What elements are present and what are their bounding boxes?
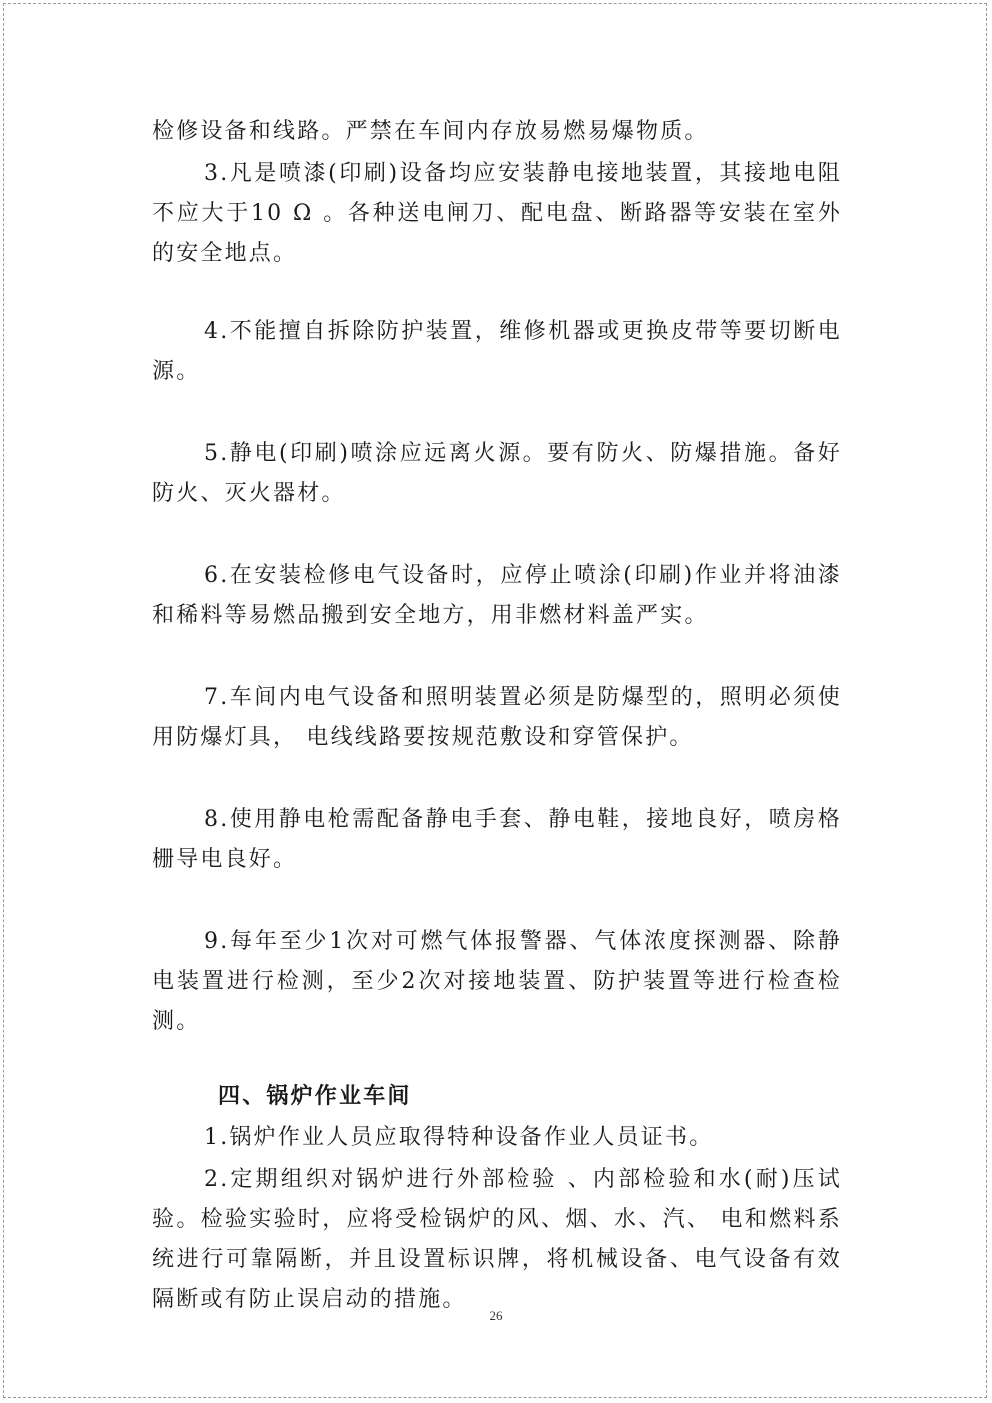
section-item-2: 2.定期组织对锅炉进行外部检验 、内部检验和水(耐)压试验。检验实验时，应将受检锅炉的风、烟、水、汽、 电和燃料系统进行可靠隔断，并且设置标识牌，将机械设备、电气设备有效隔断或有防止误启动的措施。 <box>152 1167 842 1312</box>
paragraph-item-6: 6.在安装检修电气设备时，应停止喷涂(印刷)作业并将油漆和稀料等易燃品搬到安全地方，用非燃材料盖严实。 <box>152 563 842 628</box>
paragraph-item-5: 5.静电(印刷)喷涂应远离火源。要有防火、防爆措施。备好防火、灭火器材。 <box>152 441 842 506</box>
section-heading: 四、锅炉作业车间 <box>218 1083 412 1109</box>
paragraph-item-4: 4.不能擅自拆除防护装置，维修机器或更换皮带等要切断电源。 <box>152 319 842 384</box>
page-number: 26 <box>489 1308 503 1323</box>
paragraph-item-8: 8.使用静电枪需配备静电手套、静电鞋，接地良好，喷房格栅导电良好。 <box>152 807 842 872</box>
paragraph-item-9: 9.每年至少1次对可燃气体报警器、气体浓度探测器、除静电装置进行检测，至少2次对接地装置、防护装置等进行检查检测。 <box>152 929 842 1034</box>
document-body <box>152 112 842 1320</box>
paragraph-item-7: 7.车间内电气设备和照明装置必须是防爆型的，照明必须使用防爆灯具， 电线线路要按规范敷设和穿管保护。 <box>152 685 842 750</box>
paragraph-continuation: 检修设备和线路。严禁在车间内存放易燃易爆物质。 <box>152 119 709 144</box>
paragraph-item-3: 3.凡是喷漆(印刷)设备均应安装静电接地装置，其接地电阻不应大于10 Ω 。各种送电闸刀、配电盘、断路器等安装在室外的安全地点。 <box>152 161 842 266</box>
section-item-1: 1.锅炉作业人员应取得特种设备作业人员证书。 <box>204 1125 714 1150</box>
